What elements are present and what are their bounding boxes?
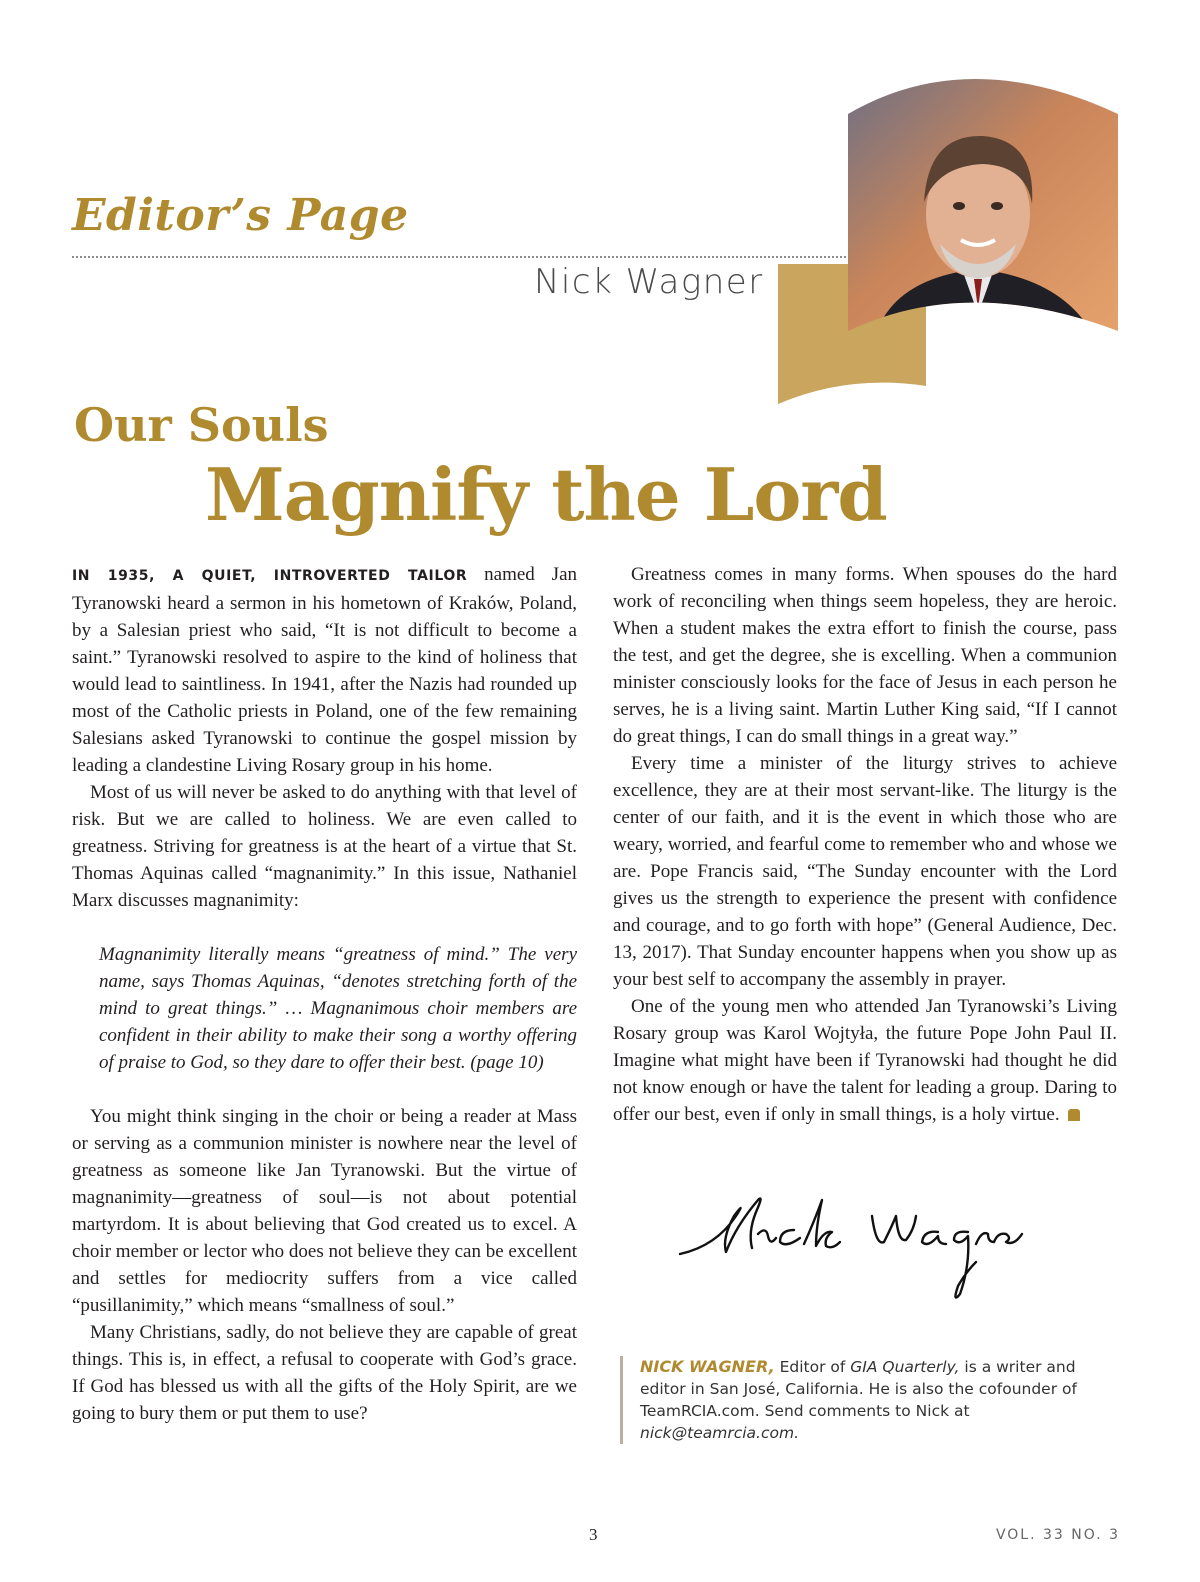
author-bio xyxy=(620,1356,1110,1444)
headline-line-1: Our Souls xyxy=(74,398,329,452)
dotted-divider xyxy=(72,256,862,258)
bio-name: NICK WAGNER, xyxy=(640,1357,775,1376)
paragraph: Many Christians, sadly, do not believe they are capable of great things. This is, in effect, a refusal to cooperate with God’s grace. If God has blessed us with all the gifts of the Holy Spirit, are we going to bury them or put them to use? xyxy=(72,1322,577,1424)
lead-in-caps: IN 1935, A QUIET, INTROVERTED TAILOR xyxy=(72,568,468,584)
bio-text: is a writer and editor in San José, California. He is also the cofounder of TeamRCIA.com. Send comments to Nick at xyxy=(640,1358,1077,1420)
paragraph-text: One of the young men who attended Jan Tyranowski’s Living Rosary group was Karol Wojtyła, the future Pope John Paul II. Imagine what might have been if Tyranowski had thought he did not know enough or have the talent for leading a group. Daring to offer our best, even if only in small things, is a holy virtue. xyxy=(613,996,1117,1125)
paragraph: You might think singing in the choir or being a reader at Mass or serving as a communion minister is nowhere near the level of greatness as someone like Jan Tyranowski. But the virtue of magnanimity—greatness of soul—is not about potential martyrdom. It is about believing that God created us to excel. A choir member or lector who does not believe they can be excellent and settles for mediocrity suffers from a vice called “pusillanimity,” which means “smallness of soul.” xyxy=(72,1106,577,1316)
author-photo xyxy=(778,74,1120,410)
left-column xyxy=(72,561,577,1427)
bio-publication: GIA Quarterly, xyxy=(850,1358,960,1376)
bio-email: nick@teamrcia.com. xyxy=(640,1424,799,1442)
headline-line-2: Magnify the Lord xyxy=(205,452,887,537)
volume-label: VOL. 33 NO. 3 xyxy=(995,1527,1120,1543)
end-of-article-mark-icon xyxy=(1068,1109,1080,1121)
paragraph: Every time a minister of the liturgy strives to achieve excellence, they are at their most servant-like. The liturgy is the center of our faith, and it is the event in which those who are weary, worried, and fearful come to remember who and whose we are. Pope Francis said, “The Sunday encounter with the Lord gives us the strength to experience the present with confidence and courage, and to go forth with hope” (General Audience, Dec. 13, 2017). That Sunday encounter happens when you show up as your best self to accompany the assembly in prayer. xyxy=(613,753,1117,990)
paragraph: Most of us will never be asked to do anything with that level of risk. But we are called to holiness. We are even called to greatness. Striving for greatness is at the heart of a virtue that St. Thomas Aquinas called “magnanimity.” In this issue, Nathaniel Marx discusses magnanimity: xyxy=(72,782,577,911)
paragraph: Greatness comes in many forms. When spouses do the hard work of reconciling when things seem hopeless, they are heroic. When a student makes the extra effort to finish the course, pass the test, and get the degree, she is excelling. When a communion minister consciously looks for the face of Jesus in each person he serves, he is a living saint. Martin Luther King said, “If I cannot do great things, I can do small things in a great way.” xyxy=(613,564,1117,747)
bio-text: Editor of xyxy=(774,1358,851,1376)
paragraph xyxy=(613,993,1117,1128)
paragraph xyxy=(72,561,577,779)
block-quote: Magnanimity literally means “greatness of mind.” The very name, says Thomas Aquinas, “denotes stretching forth of the mind to great things.” … Magnanimous choir members are confident in their ability to make their song a worthy offering of praise to God, so they dare to offer their best. (page 10) xyxy=(99,944,577,1073)
right-column xyxy=(613,561,1117,1128)
author-byline: Nick Wagner xyxy=(534,262,764,302)
paragraph-text: named Jan Tyranowski heard a sermon in his hometown of Kraków, Poland, by a Salesian priest who said, “It is not difficult to become a saint.” Tyranowski resolved to aspire to the kind of holiness that would lead to saintliness. In 1941, after the Nazis had rounded up most of the Catholic priests in Poland, one of the few remaining Salesians asked Tyranowski to continue the gospel mission by leading a clandestine Living Rosary group in his home. xyxy=(72,564,577,776)
signature xyxy=(676,1186,1036,1306)
section-title: Editor’s Page xyxy=(72,190,409,241)
page-number: 3 xyxy=(589,1525,598,1544)
